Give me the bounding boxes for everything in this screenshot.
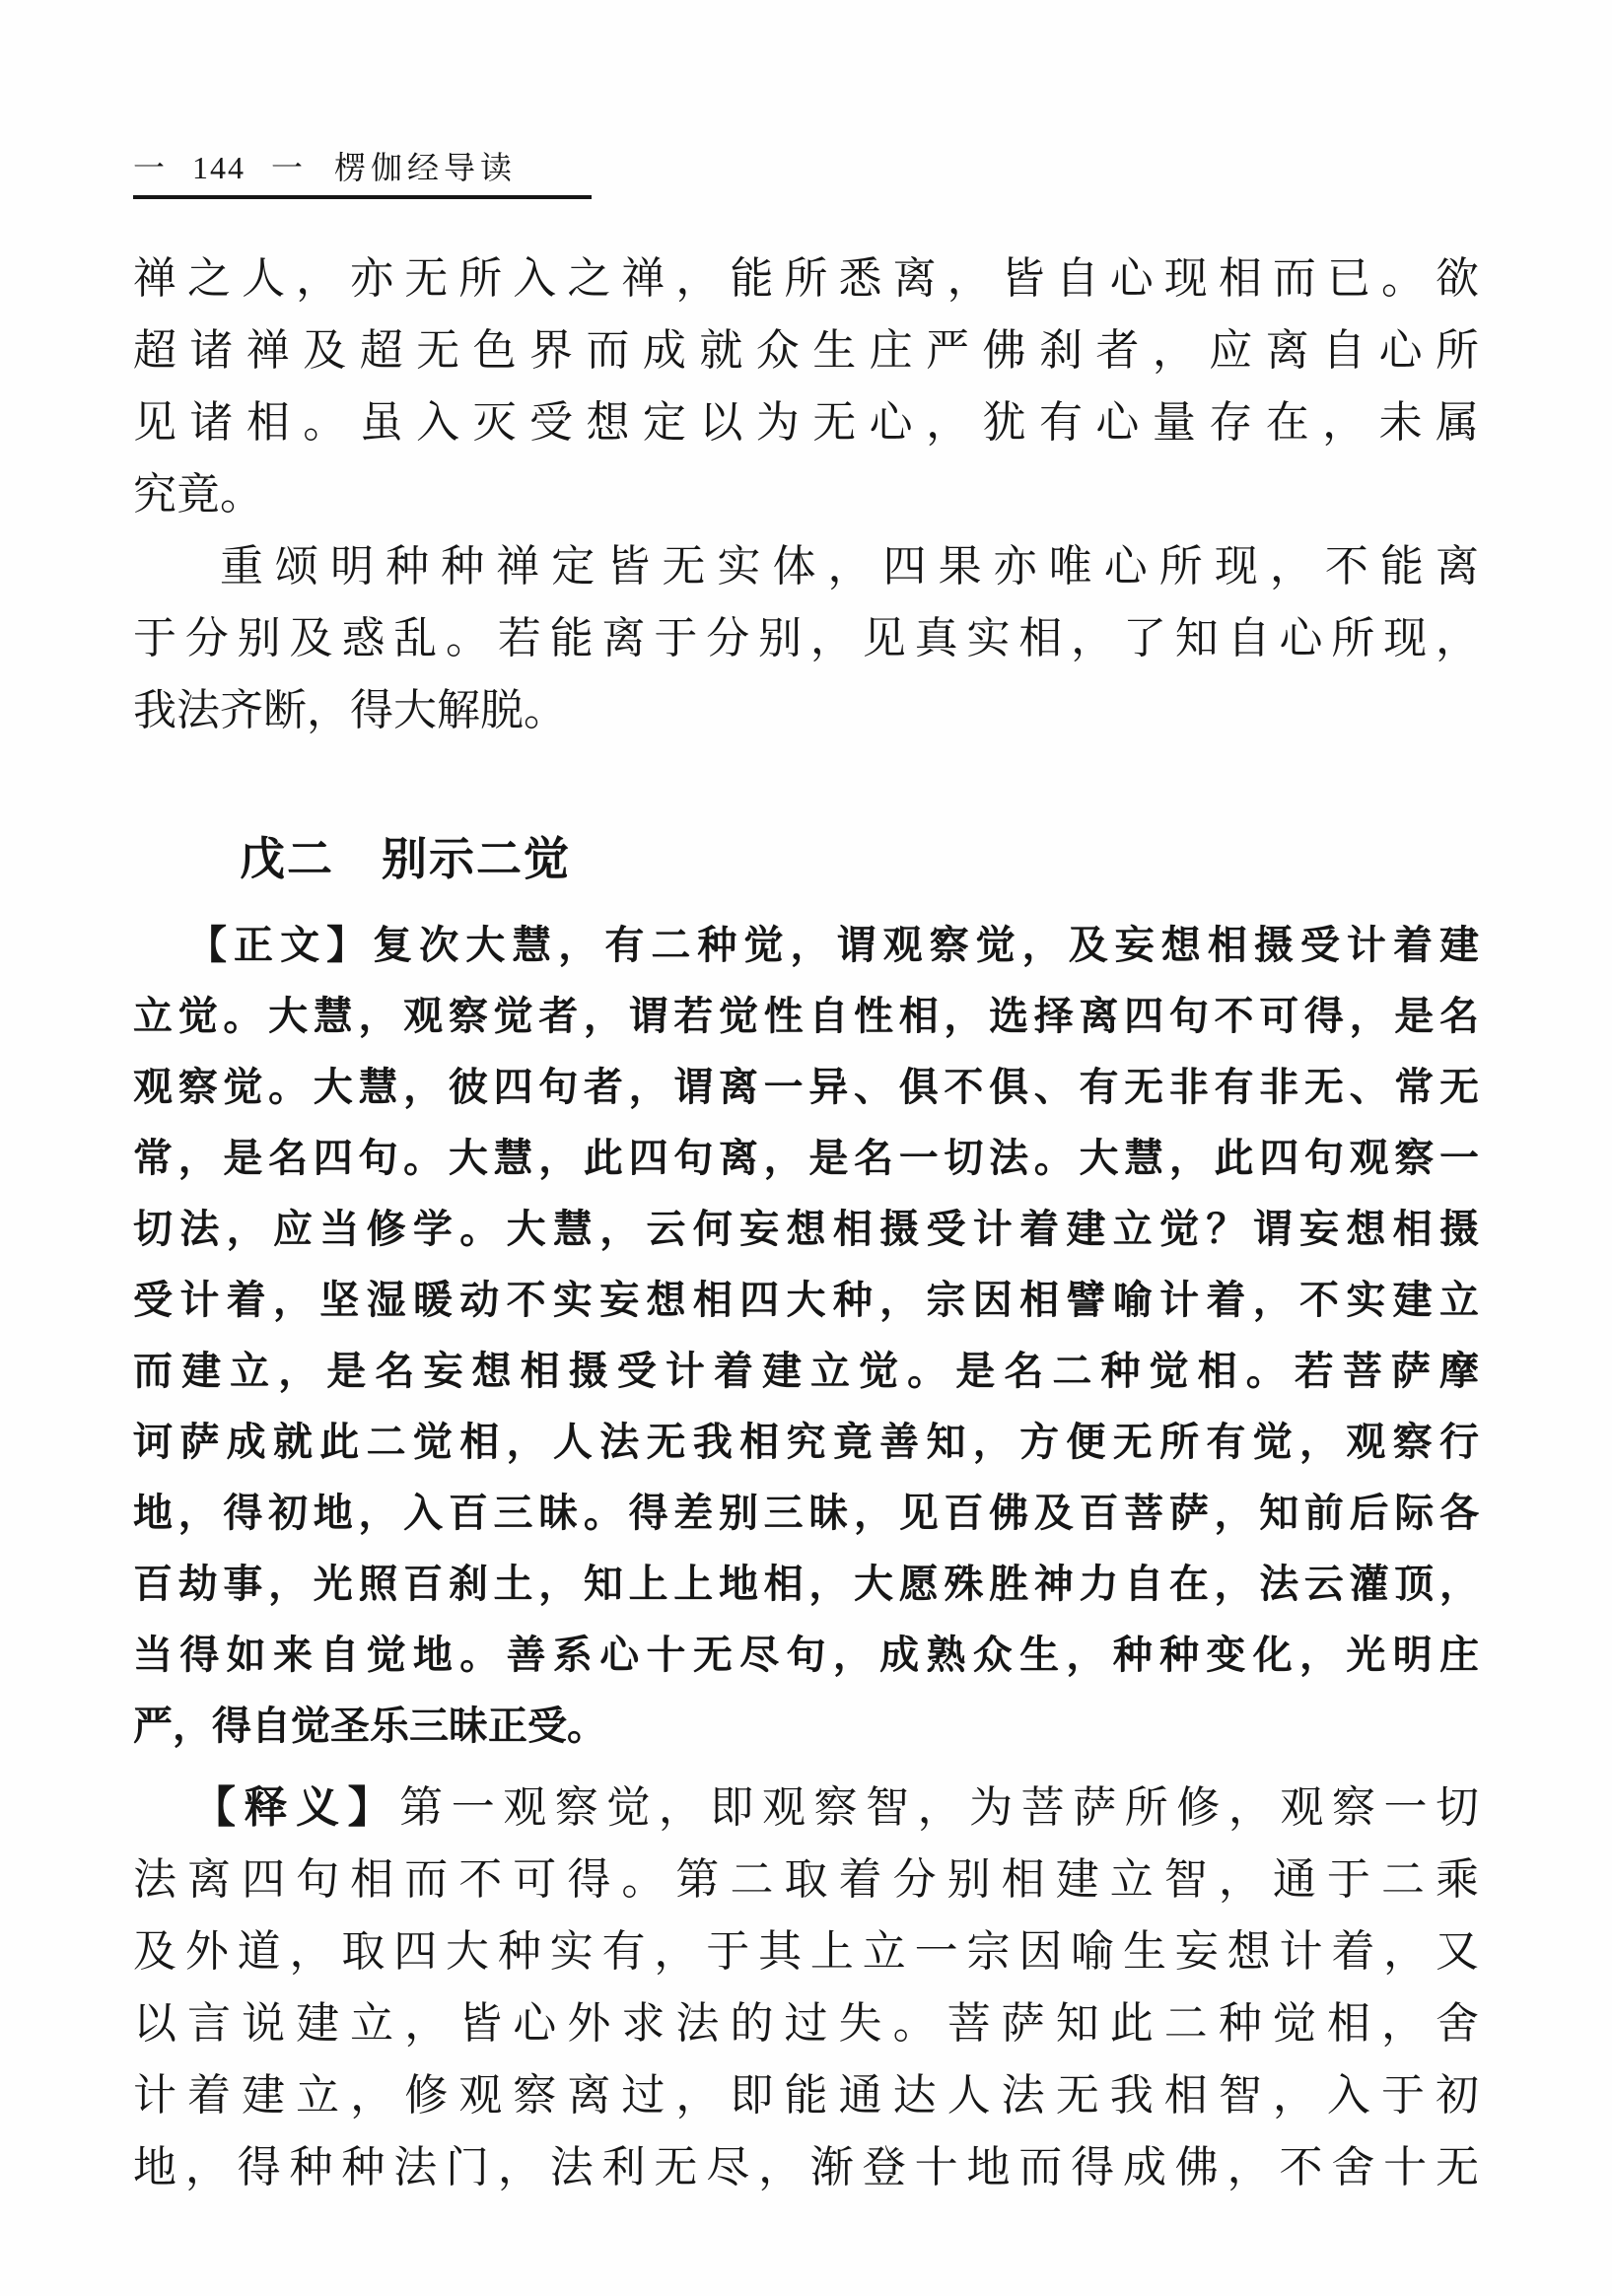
text-line: 常，是名四句。大慧，此四句离，是名一切法。大慧，此四句观察一 — [133, 1137, 1479, 1180]
text-line: 我法齐断，得大解脱。 — [133, 686, 567, 734]
text-line — [133, 1772, 1479, 1844]
paragraph-summary — [133, 530, 1479, 746]
text-line: 地，得初地，入百三昧。得差别三昧，见百佛及百菩萨，知前后际各 — [133, 1492, 1479, 1535]
shiyi-paragraph — [133, 1772, 1479, 2203]
text-line: 超诸禅及超无色界而成就众生庄严佛刹者，应离自心所 — [133, 326, 1479, 375]
text-line: 当得如来自觉地。善系心十无尽句，成熟众生，种种变化，光明庄 — [133, 1634, 1479, 1677]
shiyi-label: 【释义】 — [192, 1783, 400, 1832]
shiyi-line-text: 第一观察觉，即观察智，为菩萨所修，观察一切 — [399, 1783, 1480, 1832]
header-rule — [133, 195, 592, 199]
running-title: 楞伽经导读 — [334, 150, 518, 185]
text-line: 见诸相。虽入灭受想定以为无心，犹有心量存在，未属 — [133, 398, 1479, 447]
text-line: 严，得自觉圣乐三昧正受。 — [133, 1705, 606, 1748]
text-line: 禅之人，亦无所入之禅，能所悉离，皆自心现相而已。欲 — [133, 254, 1479, 303]
zhengwen-line-text: 复次大慧，有二种觉，谓观察觉，及妄想相摄受计着建 — [373, 924, 1480, 967]
text-line: 观察觉。大慧，彼四句者，谓离一异、俱不俱、有无非有非无、常无 — [133, 1066, 1479, 1109]
section-heading: 戊二 别示二觉 — [240, 833, 571, 884]
text-line: 立觉。大慧，观察觉者，谓若觉性自性相，选择离四句不可得，是名 — [133, 995, 1479, 1038]
text-line: 及外道，取四大种实有，于其上立一宗因喻生妄想计着，又 — [133, 1927, 1479, 1976]
text-line: 计着建立，修观察离过，即能通达人法无我相智，入于初 — [133, 2071, 1479, 2120]
text-line — [133, 910, 1479, 981]
text-line: 法离四句相而不可得。第二取着分别相建立智，通于二乘 — [133, 1855, 1479, 1904]
text-line: 地，得种种法门，法利无尽，渐登十地而得成佛，不舍十无 — [133, 2143, 1479, 2192]
text-line: 诃萨成就此二觉相，人法无我相究竟善知，方便无所有觉，观察行 — [133, 1421, 1479, 1464]
text-line: 而建立，是名妄想相摄受计着建立觉。是名二种觉相。若菩萨摩 — [133, 1350, 1479, 1393]
text-line: 百劫事，光照百刹土，知上上地相，大愿殊胜神力自在，法云灌顶， — [133, 1563, 1479, 1606]
text-line: 究竟。 — [133, 470, 263, 519]
text-line: 重颂明种种禅定皆无实体，四果亦唯心所现，不能离 — [220, 542, 1479, 591]
zhengwen-label: 【正文】 — [187, 924, 374, 967]
zhengwen-paragraph — [133, 910, 1479, 1762]
running-header — [133, 0, 1479, 187]
text-line: 于分别及惑乱。若能离于分别，见真实相，了知自心所现， — [133, 614, 1479, 662]
text-line: 以言说建立，皆心外求法的过失。菩萨知此二种觉相，舍 — [133, 1999, 1479, 2048]
paragraph-continuation — [133, 243, 1479, 530]
page-number: 一 144 一 — [133, 150, 306, 185]
text-line: 受计着，坚湿暖动不实妄想相四大种，宗因相譬喻计着，不实建立 — [133, 1279, 1479, 1322]
text-line: 切法，应当修学。大慧，云何妄想相摄受计着建立觉？谓妄想相摄 — [133, 1208, 1479, 1251]
